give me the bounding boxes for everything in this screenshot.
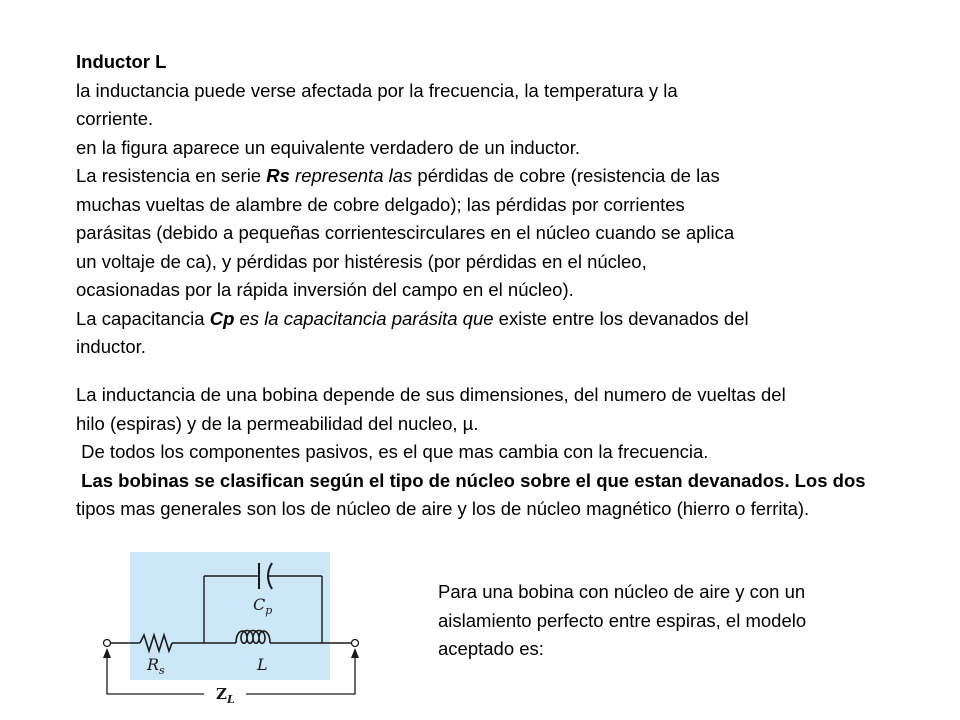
text-line: muchas vueltas de alambre de cobre delgado); las pérdidas por corrientes	[76, 193, 685, 215]
arrow-head	[103, 648, 111, 658]
air-core-note	[438, 578, 908, 664]
text-line: tipos mas generales son los de núcleo de aire y los de núcleo magnético (hierro o ferrita).	[76, 498, 810, 519]
right-terminal	[352, 640, 359, 647]
circuit-background	[130, 552, 330, 680]
text-fragment: representa las	[289, 165, 413, 186]
text-fragment: existe entre los devanados del	[493, 307, 749, 329]
left-terminal	[104, 640, 111, 647]
rs-symbol: Rs	[266, 165, 290, 186]
text-fragment: La capacitancia	[76, 307, 210, 329]
text-fragment: La resistencia en serie	[76, 165, 267, 186]
rs-sentence	[76, 162, 876, 191]
text-line: aceptado es:	[438, 638, 544, 659]
coil-description	[76, 381, 956, 524]
inductor-description	[76, 48, 876, 362]
text-line: un voltaje de ca), y pérdidas por histéresis (por pérdidas en el núcleo,	[76, 250, 647, 272]
text-line: aislamiento perfecto entre espiras, el modelo	[438, 609, 807, 631]
rs-label: $R_s$	[147, 655, 165, 677]
text-line: De todos los componentes pasivos, es el que mas cambia con la frecuencia.	[76, 441, 709, 462]
text-line: hilo (espiras) y de la permeabilidad del nucleo, µ.	[76, 412, 479, 434]
text-line: Para una bobina con núcleo de aire y con un	[438, 581, 806, 602]
cp-symbol: Cp	[209, 307, 235, 329]
bold-line: Las bobinas se clasifican según el tipo de núcleo sobre el que estan devanados. Los dos	[76, 469, 866, 491]
heading: Inductor L	[76, 51, 167, 72]
text-line: la inductancia puede verse afectada por la frecuencia, la temperatura y la	[76, 79, 678, 101]
inductor-circuit-diagram	[96, 546, 376, 716]
cp-label: $C_p$	[253, 595, 273, 617]
text-line: La inductancia de una bobina depende de sus dimensiones, del numero de vueltas del	[76, 384, 786, 405]
zl-label: $Z_L$	[216, 685, 235, 706]
text-line: parásitas (debido a pequeñas corrientescirculares en el núcleo cuando se aplica	[76, 222, 735, 243]
text-fragment: pérdidas de cobre (resistencia de las	[412, 165, 720, 186]
l-label: L	[257, 655, 268, 674]
arrow-head	[351, 648, 359, 658]
text-line: ocasionadas por la rápida inversión del campo en el núcleo).	[76, 279, 574, 300]
text-line: en la figura aparece un equivalente verdadero de un inductor.	[76, 136, 580, 158]
text-line: inductor.	[76, 336, 146, 357]
text-line: corriente.	[76, 108, 154, 129]
cp-sentence	[76, 305, 876, 334]
text-fragment: es la capacitancia parásita que	[234, 307, 494, 329]
